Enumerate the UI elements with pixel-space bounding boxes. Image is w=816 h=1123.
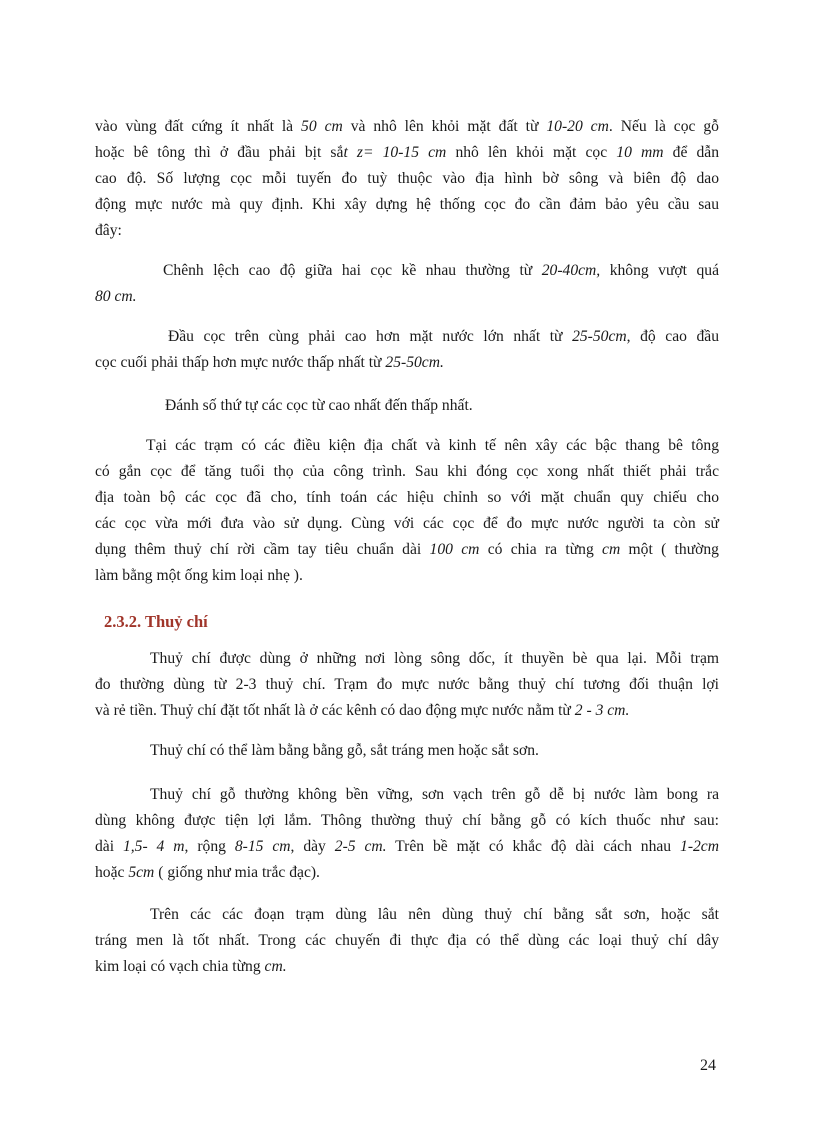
text-run: Thuỷ chí có thể làm bằng bằng gỗ, sắt tráng men hoặc sắt sơn.: [150, 742, 539, 759]
text-run: , rộng: [184, 838, 235, 855]
paragraph-9-line: [150, 906, 719, 924]
italic-text: 50 cm: [301, 118, 343, 135]
paragraph-9-line: [95, 958, 287, 976]
text-run: có gắn cọc để tăng tuổi thọ của công trình. Sau khi đóng cọc xong nhất thiết phải trắc: [95, 463, 719, 480]
italic-text: 5cm: [128, 864, 155, 881]
text-run: các cọc vừa mới đưa vào sử dụng. Cùng với các cọc để đo mực nước người ta còn sử: [95, 515, 719, 532]
text-run: đo thường dùng từ 2-3 thuỷ chí. Trạm đo mực nước bằng thuỷ chí tương đối thuận lợi: [95, 676, 719, 693]
paragraph-1-line: [95, 222, 122, 240]
paragraph-1-line: [95, 196, 719, 214]
paragraph-9-line: [95, 932, 719, 950]
text-run: cọc cuối phải thấp hơn mực nước thấp nhất từ: [95, 354, 386, 371]
paragraph-4-line: [165, 397, 473, 415]
text-run: đây:: [95, 222, 122, 239]
text-run: dụng thêm thuỷ chí rời cầm tay tiêu chuẩn dài: [95, 541, 430, 558]
italic-text: 10-20 cm: [546, 118, 609, 135]
paragraph-1-line: [95, 170, 719, 188]
paragraph-6-line: [95, 702, 629, 720]
text-run: hoặc bê tông thì ở đầu phải bịt sắ: [95, 144, 344, 161]
italic-text: 20-40cm,: [541, 262, 601, 279]
text-run: kim loại có vạch chia từng: [95, 958, 265, 975]
paragraph-5-line: [95, 515, 719, 533]
text-run: dùng không được tiện lợi lắm. Thông thường thuỷ chí bằng gỗ có kích thuốc như sau:: [95, 812, 719, 829]
text-run: có chia ra từng: [479, 541, 603, 558]
paragraph-6-line: [95, 676, 719, 694]
text-run: . Nếu là cọc gỗ: [608, 118, 719, 135]
text-run: làm bằng một ống kim loại nhẹ ).: [95, 567, 303, 584]
paragraph-2-line: [95, 288, 137, 306]
paragraph-1-line: [95, 118, 719, 136]
paragraph-5-line: [95, 567, 303, 585]
text-run: , dày: [290, 838, 335, 855]
paragraph-8-line: [95, 864, 320, 882]
text-run: địa toàn bộ các cọc đã cho, tính toán các hiệu chỉnh so với mặt chuẩn quy chiếu cho: [95, 489, 719, 506]
italic-text: 2-5 cm.: [334, 838, 387, 855]
text-run: Thuỷ chí gỗ thường không bền vững, sơn vạch trên gỗ dễ bị nước làm bong ra: [150, 786, 719, 803]
paragraph-5-line: [146, 437, 719, 455]
text-run: Chênh lệch cao độ giữa hai cọc kề nhau thường từ: [163, 262, 542, 279]
paragraph-6-line: [150, 650, 719, 668]
text-run: dài: [95, 838, 123, 855]
paragraph-2-line: [163, 262, 719, 280]
paragraph-5-line: [95, 541, 719, 559]
italic-text: 100 cm: [429, 541, 480, 558]
paragraph-1-line: [95, 144, 719, 162]
text-run: để dẫn: [663, 144, 720, 161]
section-heading: 2.3.2. Thuỷ chí: [104, 612, 208, 631]
italic-text: 25-50cm.: [385, 354, 444, 371]
text-run: không vượt quá: [600, 262, 719, 279]
paragraph-7-line: [150, 742, 539, 760]
paragraph-8-line: [150, 786, 719, 804]
italic-text: 8-15 cm: [234, 838, 291, 855]
italic-text: cm: [602, 541, 621, 558]
text-run: Đầu cọc trên cùng phải cao hơn mặt nước lớn nhất từ: [168, 328, 573, 345]
paragraph-5-line: [95, 489, 719, 507]
paragraph-8-line: [95, 812, 719, 830]
paragraph-5-line: [95, 463, 719, 481]
paragraph-3-line: [95, 354, 444, 372]
text-run: ( giống như mia trắc đạc).: [154, 864, 320, 881]
italic-text: t z= 10-15 cm: [343, 144, 447, 161]
italic-text: 2 - 3 cm.: [574, 702, 630, 719]
text-run: cao độ. Số lượng cọc mỗi tuyến đo tuỳ thuộc vào địa hình bờ sông và biên độ dao: [95, 170, 719, 187]
italic-text: 1,5- 4 m: [122, 838, 185, 855]
text-run: và nhô lên khỏi mặt đất từ: [342, 118, 547, 135]
text-run: tráng men là tốt nhất. Trong các chuyến đi thực địa có thể dùng các loại thuỷ chí dây: [95, 932, 719, 949]
italic-text: 25-50cm: [572, 328, 627, 345]
page-number: 24: [700, 1057, 716, 1074]
italic-text: 1-2cm: [680, 838, 719, 855]
text-run: Tại các trạm có các điều kiện địa chất và kinh tế nên xây các bậc thang bê tông: [146, 437, 719, 454]
paragraph-8-line: [95, 838, 719, 856]
paragraph-3-line: [168, 328, 719, 346]
text-run: nhô lên khỏi mặt cọc: [446, 144, 617, 161]
italic-text: 80 cm.: [95, 288, 137, 305]
text-run: một ( thường: [620, 541, 719, 558]
text-run: Trên các các đoạn trạm dùng lâu nên dùng thuỷ chí bằng sắt sơn, hoặc sắt: [150, 906, 719, 923]
text-run: hoặc: [95, 864, 129, 881]
italic-text: 10 mm: [616, 144, 664, 161]
text-run: động mực nước mà quy định. Khi xây dựng hệ thống cọc đo cần đảm bảo yêu cầu sau: [95, 196, 719, 213]
italic-text: cm.: [264, 958, 287, 975]
text-run: Trên bề mặt có khắc độ dài cách nhau: [386, 838, 681, 855]
text-run: vào vùng đất cứng ít nhất là: [95, 118, 302, 135]
text-run: , độ cao đầu: [626, 328, 719, 345]
text-run: Thuỷ chí được dùng ở những nơi lòng sông dốc, ít thuyền bè qua lại. Mỗi trạm: [150, 650, 719, 667]
text-run: Đánh số thứ tự các cọc từ cao nhất đến thấp nhất.: [165, 397, 473, 414]
text-run: và rẻ tiền. Thuỷ chí đặt tốt nhất là ở các kênh có dao động mực nước nằm từ: [95, 702, 575, 719]
